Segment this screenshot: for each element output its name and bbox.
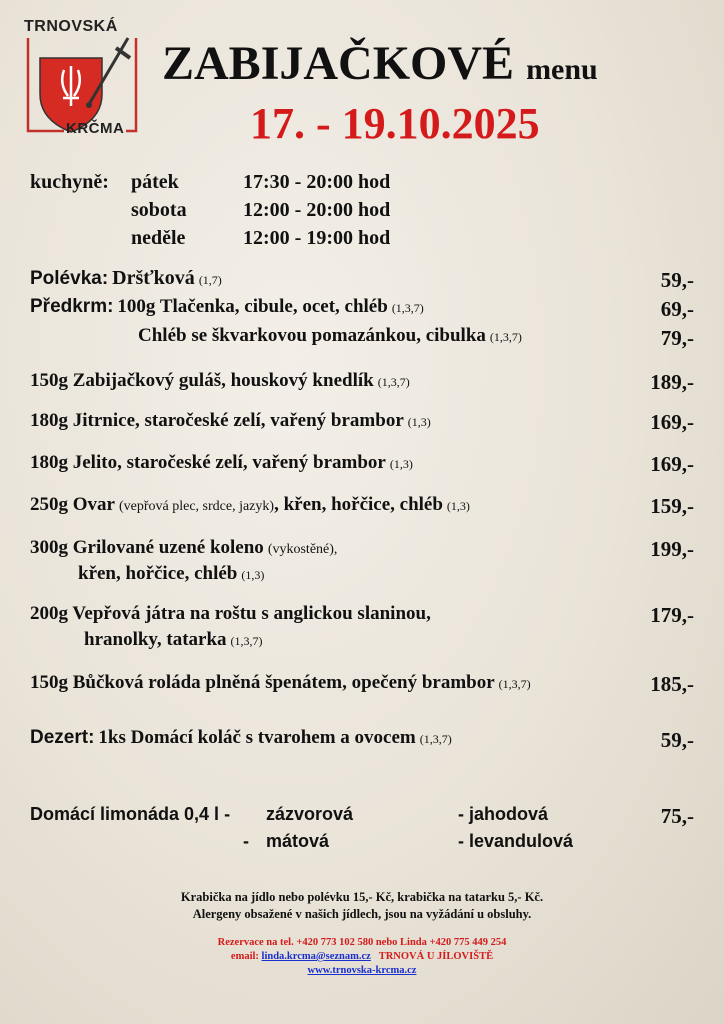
website-link[interactable]: www.trnovska-krcma.cz	[307, 965, 417, 976]
lemonade-flavor: zázvorová	[266, 804, 354, 824]
item-name: 150g Bůčková roláda plněná špenátem, opečený brambor	[30, 672, 495, 693]
price: 169,-	[650, 452, 694, 476]
price: 185,-	[650, 672, 694, 696]
kitchen-day: neděle	[131, 227, 186, 249]
place-name: TRNOVÁ U JÍLOVIŠTĚ	[378, 951, 494, 962]
lemonade-dash: -	[243, 831, 249, 851]
menu-item	[30, 410, 431, 432]
menu-item	[30, 537, 337, 559]
item-name: 150g Zabijačkový guláš, houskový knedlík	[30, 370, 374, 391]
menu-item	[30, 370, 410, 392]
starter-row	[138, 325, 522, 347]
menu-item-line2	[84, 629, 263, 651]
price: 79,-	[660, 326, 694, 350]
kitchen-hours-value: 12:00 - 20:00 hod	[243, 199, 391, 221]
price: 179,-	[650, 603, 694, 627]
allergens: (1,3,7)	[391, 301, 424, 315]
starter-name: Chléb se škvarkovou pomazánkou, cibulka	[138, 325, 486, 346]
price: 169,-	[650, 410, 694, 434]
menu-item	[30, 494, 470, 516]
allergens: (1,3)	[446, 499, 470, 513]
menu-item-line2	[78, 563, 264, 585]
menu-item	[30, 672, 531, 694]
dessert-row	[30, 727, 452, 749]
soup-row	[30, 267, 222, 290]
allergens: (1,3)	[241, 568, 265, 582]
price: 69,-	[660, 297, 694, 321]
allergens: (1,3,7)	[419, 732, 452, 746]
dessert-name: 1ks Domácí koláč s tvarohem a ovocem	[98, 727, 416, 748]
footer-note-boxes: Krabička na jídlo nebo polévku 15,- Kč, krabička na tatarku 5,- Kč.	[180, 890, 544, 904]
allergens: (1,3)	[407, 415, 431, 429]
price: 199,-	[650, 537, 694, 561]
item-name-cont: hranolky, tatarka	[84, 629, 227, 650]
dessert-label: Dezert:	[30, 727, 95, 748]
email-link[interactable]: linda.krcma@seznam.cz	[261, 951, 371, 962]
footer-note-allergens: Alergeny obsažené v našich jídlech, jsou na vyžádání u obsluhy.	[192, 907, 532, 921]
kitchen-hours-value: 12:00 - 19:00 hod	[243, 227, 391, 249]
footer-website-row	[0, 965, 724, 976]
item-name-cont: , křen, hořčice, chléb	[274, 494, 443, 515]
event-dates: 17. - 19.10.2025	[250, 99, 540, 148]
lemonade-flavor: - levandulová	[458, 831, 574, 851]
item-name: 180g Jelito, staročeské zelí, vařený brambor	[30, 452, 386, 473]
starter-name: 100g Tlačenka, cibule, ocet, chléb	[117, 296, 388, 317]
soup-label: Polévka:	[30, 268, 109, 289]
item-note: (vepřová plec, srdce, jazyk)	[118, 499, 275, 514]
footer-reservation: Rezervace na tel. +420 773 102 580 nebo Linda +420 775 449 254	[217, 937, 507, 948]
item-name: 180g Jitrnice, staročeské zelí, vařený brambor	[30, 410, 404, 431]
item-name: 250g Ovar	[30, 494, 115, 515]
soup-name: Dršťková	[112, 267, 195, 289]
price: 159,-	[650, 494, 694, 518]
price: 189,-	[650, 370, 694, 394]
menu-item	[30, 603, 431, 625]
page-title	[162, 36, 598, 91]
item-note: (vykostěné),	[267, 542, 338, 557]
logo-bottom-text: KRČMA	[66, 120, 125, 137]
price: 59,-	[660, 728, 694, 752]
allergens: (1,3,7)	[489, 330, 522, 344]
allergens: (1,7)	[198, 273, 222, 287]
logo-top-text: TRNOVSKÁ	[24, 18, 118, 35]
price: 59,-	[660, 268, 694, 292]
lemonade-flavor: - jahodová	[458, 804, 549, 824]
footer-contact	[0, 951, 724, 962]
allergens: (1,3)	[389, 457, 413, 471]
kitchen-day: sobota	[131, 199, 187, 221]
menu-item	[30, 452, 413, 474]
starter-row	[30, 296, 424, 318]
kitchen-day: pátek	[131, 171, 179, 193]
kitchen-label: kuchyně:	[30, 171, 109, 193]
allergens: (1,3,7)	[377, 375, 410, 389]
allergens: (1,3,7)	[498, 677, 531, 691]
starter-label: Předkrm:	[30, 296, 114, 317]
price: 75,-	[660, 804, 694, 828]
item-name: 200g Vepřová játra na roštu s anglickou slaninou,	[30, 603, 431, 624]
lemonade-label: Domácí limonáda 0,4 l -	[30, 804, 231, 824]
lemonade-flavor: mátová	[266, 831, 330, 851]
email-label: email:	[230, 951, 259, 962]
title-suffix: menu	[526, 53, 598, 86]
title-main: ZABIJAČKOVÉ	[162, 37, 515, 90]
item-name: 300g Grilované uzené koleno	[30, 537, 264, 558]
allergens: (1,3,7)	[230, 634, 263, 648]
item-name-cont: křen, hořčice, chléb	[78, 563, 238, 584]
kitchen-hours-value: 17:30 - 20:00 hod	[243, 171, 391, 193]
